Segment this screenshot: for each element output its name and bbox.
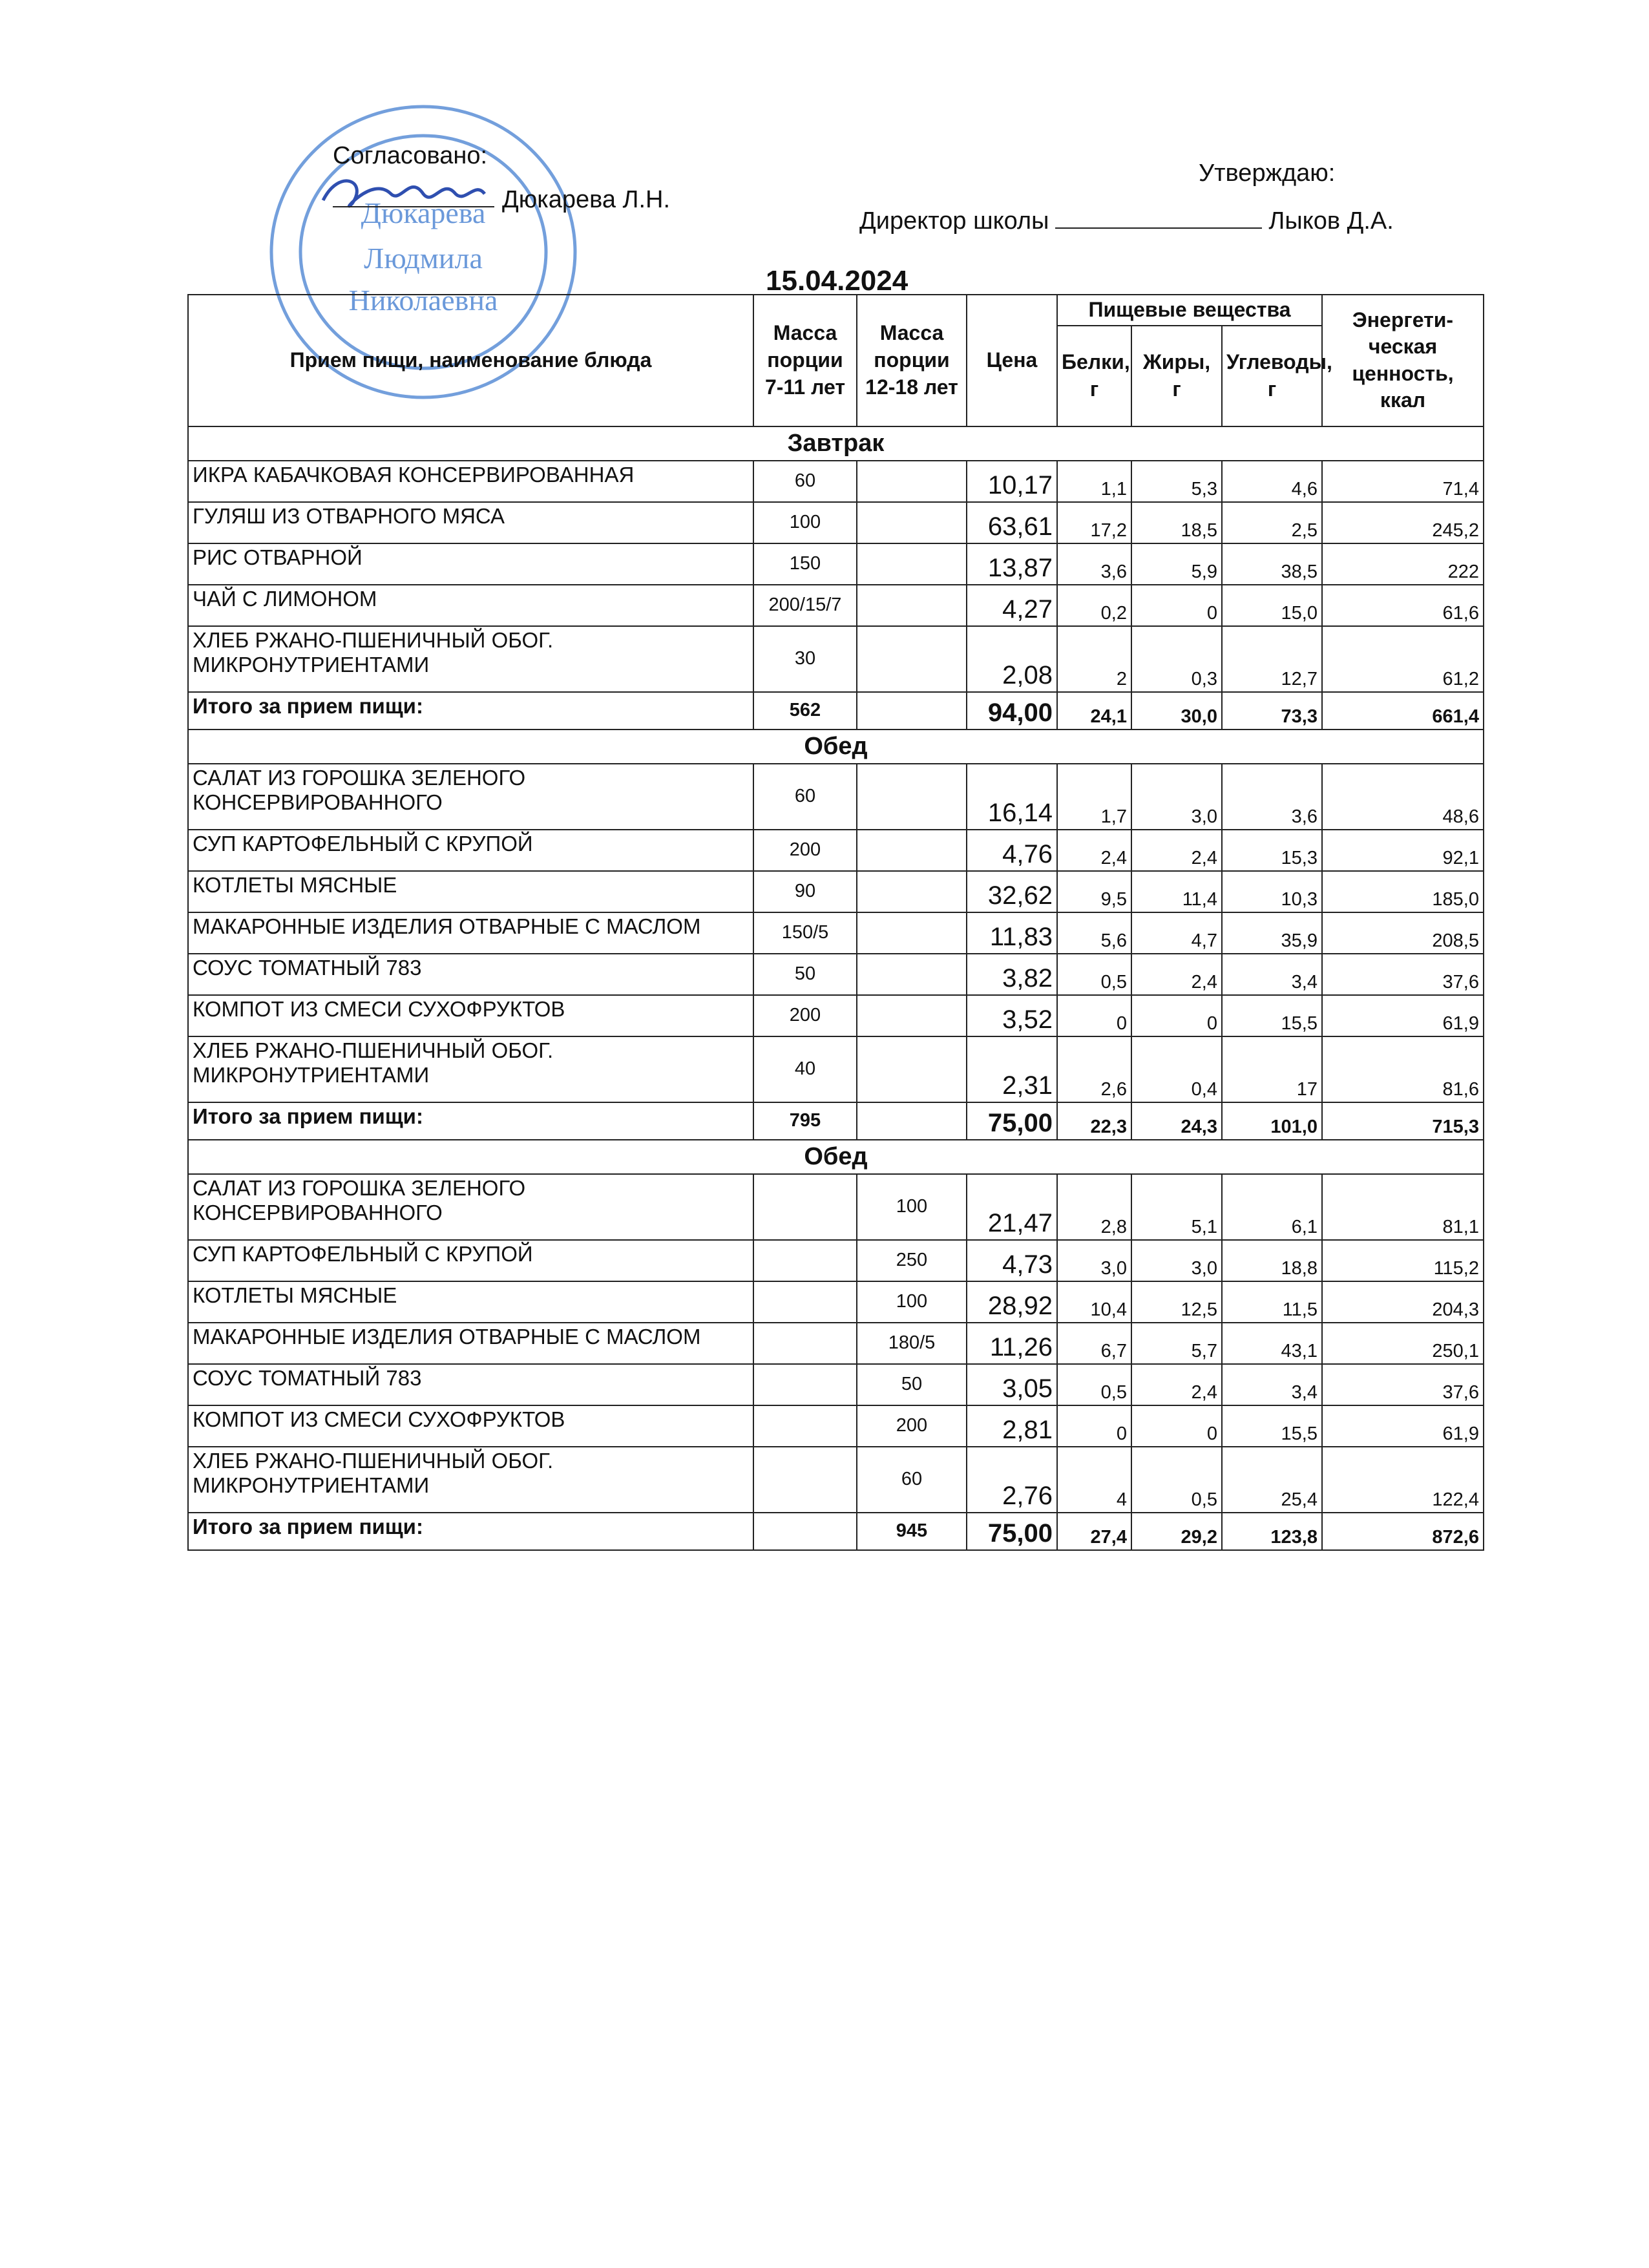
mass-7-11 <box>753 1281 857 1323</box>
energy: 81,6 <box>1322 1036 1484 1102</box>
stamp-name-3: Николаевна <box>348 284 498 317</box>
director-signature-line <box>1055 227 1262 229</box>
total-mass-7-11 <box>753 1513 857 1550</box>
section-title: Обед <box>188 730 1484 764</box>
price: 11,26 <box>967 1323 1057 1364</box>
carbs: 15,5 <box>1222 995 1322 1036</box>
price: 3,82 <box>967 954 1057 995</box>
energy: 71,4 <box>1322 461 1484 502</box>
price: 2,81 <box>967 1405 1057 1447</box>
mass-12-18: 100 <box>857 1174 967 1240</box>
mass-7-11: 200/15/7 <box>753 585 857 626</box>
mass-7-11: 200 <box>753 995 857 1036</box>
total-proteins: 24,1 <box>1057 692 1131 730</box>
agreed-label: Согласовано: <box>333 142 488 169</box>
energy: 37,6 <box>1322 1364 1484 1405</box>
carbs: 3,6 <box>1222 764 1322 830</box>
fats: 0 <box>1131 585 1222 626</box>
table-row <box>188 1405 1484 1447</box>
dish-name: СУП КАРТОФЕЛЬНЫЙ С КРУПОЙ <box>188 830 753 871</box>
mass-7-11 <box>753 1323 857 1364</box>
total-mass-12-18 <box>857 1102 967 1140</box>
dish-name: ХЛЕБ РЖАНО-ПШЕНИЧНЫЙ ОБОГ. МИКРОНУТРИЕНТАМИ <box>188 1036 753 1102</box>
table-row <box>188 1174 1484 1240</box>
section-title: Завтрак <box>188 426 1484 461</box>
table-row <box>188 543 1484 585</box>
fats: 2,4 <box>1131 954 1222 995</box>
mass-12-18: 250 <box>857 1240 967 1281</box>
mass-12-18 <box>857 954 967 995</box>
col-mass-12-18: Масса порции 12-18 лет <box>857 295 967 426</box>
total-carbs: 73,3 <box>1222 692 1322 730</box>
proteins: 6,7 <box>1057 1323 1131 1364</box>
mass-12-18: 50 <box>857 1364 967 1405</box>
table-row <box>188 626 1484 692</box>
total-fats: 30,0 <box>1131 692 1222 730</box>
mass-12-18 <box>857 912 967 954</box>
mass-7-11: 100 <box>753 502 857 543</box>
price: 21,47 <box>967 1174 1057 1240</box>
price: 2,08 <box>967 626 1057 692</box>
mass-7-11: 60 <box>753 764 857 830</box>
mass-7-11: 200 <box>753 830 857 871</box>
proteins: 4 <box>1057 1447 1131 1513</box>
proteins: 0,5 <box>1057 1364 1131 1405</box>
mass-7-11: 60 <box>753 461 857 502</box>
section-row <box>188 1140 1484 1174</box>
total-price: 94,00 <box>967 692 1057 730</box>
price: 11,83 <box>967 912 1057 954</box>
energy: 222 <box>1322 543 1484 585</box>
total-price: 75,00 <box>967 1513 1057 1550</box>
mass-12-18: 60 <box>857 1447 967 1513</box>
fats: 3,0 <box>1131 1240 1222 1281</box>
total-fats: 24,3 <box>1131 1102 1222 1140</box>
total-carbs: 101,0 <box>1222 1102 1322 1140</box>
table-row <box>188 461 1484 502</box>
stamp-name-2: Людмила <box>364 242 483 275</box>
signature-line <box>333 206 494 207</box>
fats: 2,4 <box>1131 830 1222 871</box>
total-row <box>188 1513 1484 1550</box>
energy: 250,1 <box>1322 1323 1484 1364</box>
total-mass-7-11: 562 <box>753 692 857 730</box>
menu-date: 15.04.2024 <box>766 265 909 297</box>
total-carbs: 123,8 <box>1222 1513 1322 1550</box>
mass-7-11: 150 <box>753 543 857 585</box>
price: 13,87 <box>967 543 1057 585</box>
energy: 48,6 <box>1322 764 1484 830</box>
table-row <box>188 502 1484 543</box>
proteins: 1,1 <box>1057 461 1131 502</box>
mass-12-18 <box>857 995 967 1036</box>
carbs: 38,5 <box>1222 543 1322 585</box>
mass-12-18: 200 <box>857 1405 967 1447</box>
energy: 61,6 <box>1322 585 1484 626</box>
carbs: 43,1 <box>1222 1323 1322 1364</box>
dish-name: САЛАТ ИЗ ГОРОШКА ЗЕЛЕНОГО КОНСЕРВИРОВАННОГО <box>188 764 753 830</box>
total-row <box>188 692 1484 730</box>
dish-name: КОМПОТ ИЗ СМЕСИ СУХОФРУКТОВ <box>188 995 753 1036</box>
mass-12-18: 100 <box>857 1281 967 1323</box>
price: 4,76 <box>967 830 1057 871</box>
director-label: Директор школы <box>859 207 1049 235</box>
col-dish: Прием пищи, наименование блюда <box>188 295 753 426</box>
carbs: 25,4 <box>1222 1447 1322 1513</box>
proteins: 9,5 <box>1057 871 1131 912</box>
menu-table <box>187 294 1484 1551</box>
carbs: 15,3 <box>1222 830 1322 871</box>
carbs: 3,4 <box>1222 954 1322 995</box>
mass-7-11 <box>753 1447 857 1513</box>
col-nutrients: Пищевые вещества <box>1057 295 1322 326</box>
total-label: Итого за прием пищи: <box>188 1513 753 1550</box>
total-label: Итого за прием пищи: <box>188 1102 753 1140</box>
proteins: 0 <box>1057 995 1131 1036</box>
dish-name: МАКАРОННЫЕ ИЗДЕЛИЯ ОТВАРНЫЕ С МАСЛОМ <box>188 1323 753 1364</box>
price: 32,62 <box>967 871 1057 912</box>
dish-name: СУП КАРТОФЕЛЬНЫЙ С КРУПОЙ <box>188 1240 753 1281</box>
mass-7-11: 50 <box>753 954 857 995</box>
dish-name: КОТЛЕТЫ МЯСНЫЕ <box>188 1281 753 1323</box>
dish-name: СОУС ТОМАТНЫЙ 783 <box>188 1364 753 1405</box>
fats: 0,3 <box>1131 626 1222 692</box>
agreed-block <box>333 141 670 215</box>
energy: 204,3 <box>1322 1281 1484 1323</box>
table-row <box>188 1323 1484 1364</box>
proteins: 0,5 <box>1057 954 1131 995</box>
col-fats: Жиры, г <box>1131 326 1222 426</box>
total-mass-12-18 <box>857 692 967 730</box>
total-proteins: 22,3 <box>1057 1102 1131 1140</box>
mass-12-18: 180/5 <box>857 1323 967 1364</box>
dish-name: ХЛЕБ РЖАНО-ПШЕНИЧНЫЙ ОБОГ. МИКРОНУТРИЕНТАМИ <box>188 626 753 692</box>
section-title: Обед <box>188 1140 1484 1174</box>
carbs: 4,6 <box>1222 461 1322 502</box>
table-row <box>188 1447 1484 1513</box>
col-price: Цена <box>967 295 1057 426</box>
energy: 92,1 <box>1322 830 1484 871</box>
carbs: 18,8 <box>1222 1240 1322 1281</box>
fats: 0 <box>1131 995 1222 1036</box>
table-row <box>188 912 1484 954</box>
mass-12-18 <box>857 871 967 912</box>
col-proteins: Белки, г <box>1057 326 1131 426</box>
mass-7-11 <box>753 1405 857 1447</box>
total-energy: 661,4 <box>1322 692 1484 730</box>
mass-12-18 <box>857 502 967 543</box>
col-mass-7-11: Масса порции 7-11 лет <box>753 295 857 426</box>
fats: 0 <box>1131 1405 1222 1447</box>
mass-12-18 <box>857 626 967 692</box>
col-energy: Энергети-ческая ценность, ккал <box>1322 295 1484 426</box>
mass-7-11: 30 <box>753 626 857 692</box>
carbs: 3,4 <box>1222 1364 1322 1405</box>
price: 10,17 <box>967 461 1057 502</box>
proteins: 5,6 <box>1057 912 1131 954</box>
price: 2,31 <box>967 1036 1057 1102</box>
energy: 245,2 <box>1322 502 1484 543</box>
menu-body <box>188 426 1484 1550</box>
proteins: 0,2 <box>1057 585 1131 626</box>
mass-7-11 <box>753 1174 857 1240</box>
total-fats: 29,2 <box>1131 1513 1222 1550</box>
fats: 4,7 <box>1131 912 1222 954</box>
col-carbs: Углеводы, г <box>1222 326 1322 426</box>
fats: 5,1 <box>1131 1174 1222 1240</box>
dish-name: КОМПОТ ИЗ СМЕСИ СУХОФРУКТОВ <box>188 1405 753 1447</box>
price: 3,05 <box>967 1364 1057 1405</box>
proteins: 2,4 <box>1057 830 1131 871</box>
table-row <box>188 1036 1484 1102</box>
fats: 0,4 <box>1131 1036 1222 1102</box>
proteins: 1,7 <box>1057 764 1131 830</box>
total-proteins: 27,4 <box>1057 1513 1131 1550</box>
energy: 208,5 <box>1322 912 1484 954</box>
stamp-name-1: Дюкарева <box>361 196 486 229</box>
price: 28,92 <box>967 1281 1057 1323</box>
dish-name: РИС ОТВАРНОЙ <box>188 543 753 585</box>
fats: 5,7 <box>1131 1323 1222 1364</box>
table-row <box>188 1240 1484 1281</box>
total-energy: 715,3 <box>1322 1102 1484 1140</box>
price: 4,73 <box>967 1240 1057 1281</box>
fats: 2,4 <box>1131 1364 1222 1405</box>
carbs: 6,1 <box>1222 1174 1322 1240</box>
fats: 0,5 <box>1131 1447 1222 1513</box>
energy: 61,9 <box>1322 1405 1484 1447</box>
approve-block <box>859 158 1394 236</box>
mass-7-11 <box>753 1364 857 1405</box>
fats: 11,4 <box>1131 871 1222 912</box>
table-row <box>188 995 1484 1036</box>
energy: 115,2 <box>1322 1240 1484 1281</box>
fats: 5,3 <box>1131 461 1222 502</box>
approve-label: Утверждаю: <box>1199 160 1336 187</box>
mass-7-11: 150/5 <box>753 912 857 954</box>
table-row <box>188 871 1484 912</box>
mass-12-18 <box>857 830 967 871</box>
mass-7-11 <box>753 1240 857 1281</box>
dish-name: ЧАЙ С ЛИМОНОМ <box>188 585 753 626</box>
proteins: 2,8 <box>1057 1174 1131 1240</box>
dish-name: ИКРА КАБАЧКОВАЯ КОНСЕРВИРОВАННАЯ <box>188 461 753 502</box>
fats: 18,5 <box>1131 502 1222 543</box>
proteins: 3,6 <box>1057 543 1131 585</box>
mass-12-18 <box>857 543 967 585</box>
carbs: 12,7 <box>1222 626 1322 692</box>
dish-name: ХЛЕБ РЖАНО-ПШЕНИЧНЫЙ ОБОГ. МИКРОНУТРИЕНТАМИ <box>188 1447 753 1513</box>
carbs: 17 <box>1222 1036 1322 1102</box>
proteins: 17,2 <box>1057 502 1131 543</box>
carbs: 11,5 <box>1222 1281 1322 1323</box>
dish-name: САЛАТ ИЗ ГОРОШКА ЗЕЛЕНОГО КОНСЕРВИРОВАННОГО <box>188 1174 753 1240</box>
table-row <box>188 1364 1484 1405</box>
price: 3,52 <box>967 995 1057 1036</box>
energy: 122,4 <box>1322 1447 1484 1513</box>
dish-name: КОТЛЕТЫ МЯСНЫЕ <box>188 871 753 912</box>
table-row <box>188 954 1484 995</box>
price: 2,76 <box>967 1447 1057 1513</box>
mass-12-18 <box>857 461 967 502</box>
energy: 61,9 <box>1322 995 1484 1036</box>
carbs: 2,5 <box>1222 502 1322 543</box>
energy: 185,0 <box>1322 871 1484 912</box>
carbs: 35,9 <box>1222 912 1322 954</box>
agreed-name: Дюкарева Л.Н. <box>502 185 671 213</box>
fats: 3,0 <box>1131 764 1222 830</box>
total-price: 75,00 <box>967 1102 1057 1140</box>
dish-name: ГУЛЯШ ИЗ ОТВАРНОГО МЯСА <box>188 502 753 543</box>
price: 16,14 <box>967 764 1057 830</box>
total-mass-7-11: 795 <box>753 1102 857 1140</box>
energy: 61,2 <box>1322 626 1484 692</box>
price: 4,27 <box>967 585 1057 626</box>
total-mass-12-18: 945 <box>857 1513 967 1550</box>
carbs: 10,3 <box>1222 871 1322 912</box>
carbs: 15,5 <box>1222 1405 1322 1447</box>
total-row <box>188 1102 1484 1140</box>
table-row <box>188 1281 1484 1323</box>
section-row <box>188 426 1484 461</box>
mass-12-18 <box>857 764 967 830</box>
mass-12-18 <box>857 585 967 626</box>
dish-name: МАКАРОННЫЕ ИЗДЕЛИЯ ОТВАРНЫЕ С МАСЛОМ <box>188 912 753 954</box>
fats: 12,5 <box>1131 1281 1222 1323</box>
price: 63,61 <box>967 502 1057 543</box>
table-row <box>188 830 1484 871</box>
total-energy: 872,6 <box>1322 1513 1484 1550</box>
energy: 37,6 <box>1322 954 1484 995</box>
mass-12-18 <box>857 1036 967 1102</box>
carbs: 15,0 <box>1222 585 1322 626</box>
table-row <box>188 585 1484 626</box>
fats: 5,9 <box>1131 543 1222 585</box>
proteins: 2 <box>1057 626 1131 692</box>
total-label: Итого за прием пищи: <box>188 692 753 730</box>
director-name: Лыков Д.А. <box>1268 207 1394 235</box>
proteins: 2,6 <box>1057 1036 1131 1102</box>
proteins: 10,4 <box>1057 1281 1131 1323</box>
section-row <box>188 730 1484 764</box>
table-row <box>188 764 1484 830</box>
dish-name: СОУС ТОМАТНЫЙ 783 <box>188 954 753 995</box>
mass-7-11: 90 <box>753 871 857 912</box>
proteins: 3,0 <box>1057 1240 1131 1281</box>
proteins: 0 <box>1057 1405 1131 1447</box>
mass-7-11: 40 <box>753 1036 857 1102</box>
energy: 81,1 <box>1322 1174 1484 1240</box>
